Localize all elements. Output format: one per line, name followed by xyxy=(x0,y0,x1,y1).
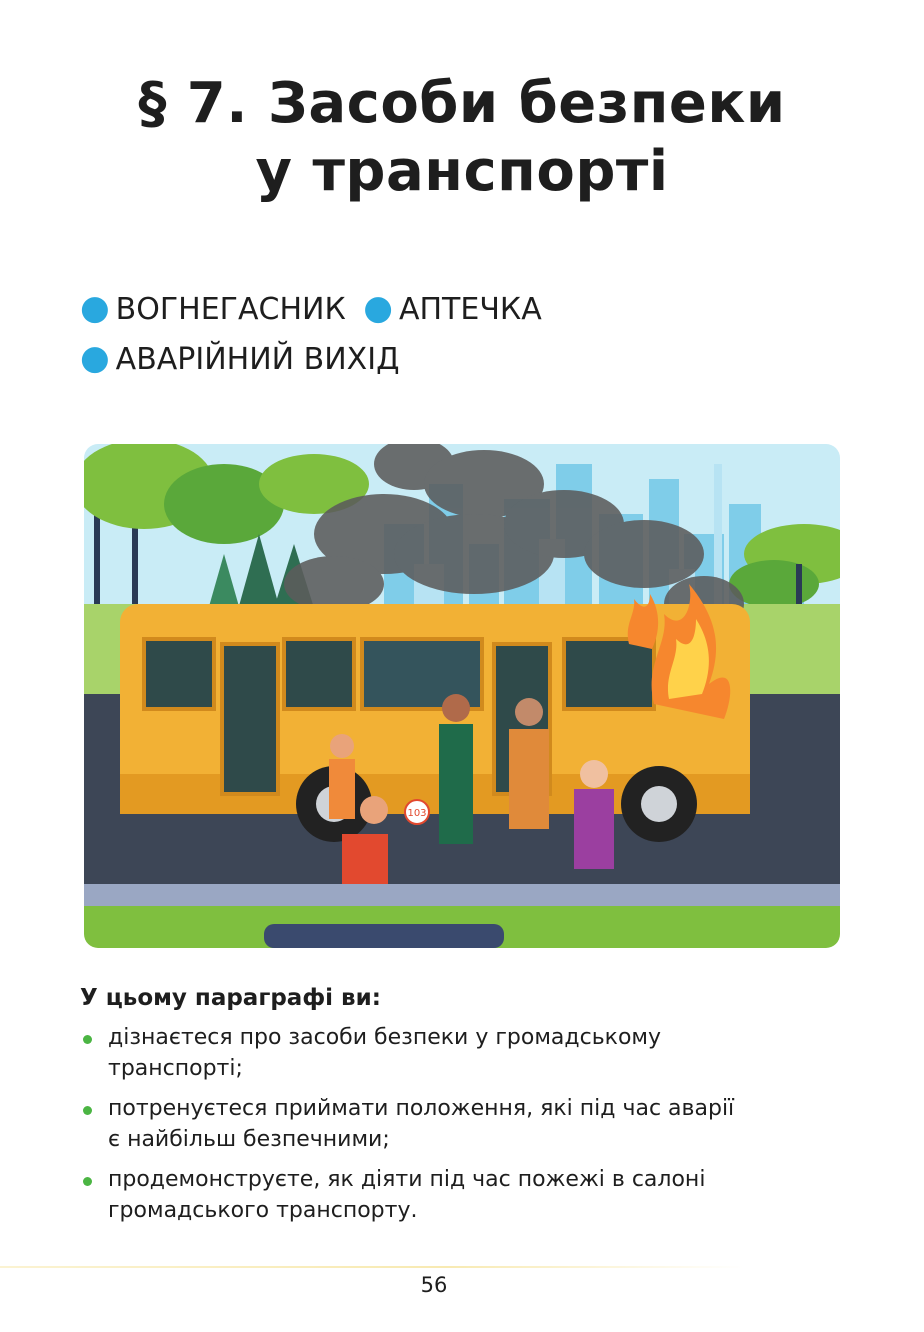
goal-item-line-2: громадського транспорту. xyxy=(108,1198,418,1223)
goal-item xyxy=(80,1022,800,1084)
goal-bullet-icon xyxy=(83,1177,92,1186)
keywords-block xyxy=(80,284,550,384)
goal-bullet-icon xyxy=(83,1106,92,1115)
goal-bullet-icon xyxy=(83,1035,92,1044)
curb xyxy=(84,884,840,906)
keywords-line-1 xyxy=(80,284,550,334)
goal-item xyxy=(80,1164,800,1226)
keywords-line-2 xyxy=(80,334,550,384)
page-number: 56 xyxy=(420,1273,448,1297)
footer-divider xyxy=(0,1266,744,1268)
bus-number-label: 103 xyxy=(407,808,427,819)
title-line-1: § 7. Засоби безпеки xyxy=(138,71,786,136)
keyword-first-aid-kit: АПТЕЧКА xyxy=(398,292,542,327)
title-line-2: у транспорті xyxy=(255,139,669,204)
goal-item-line-1: потренуєтеся приймати положення, які під час аварії xyxy=(108,1096,735,1121)
goal-item-line-2: транспорті; xyxy=(108,1056,243,1081)
page-title xyxy=(0,70,924,206)
goals-heading: У цьому параграфі ви: xyxy=(80,985,381,1011)
goal-item xyxy=(80,1093,800,1155)
goal-item-line-1: продемонструєте, як діяти під час пожежі в салоні xyxy=(108,1167,706,1192)
goals-list xyxy=(80,1022,800,1235)
bus-fire-illustration xyxy=(84,444,840,948)
keyword-bullet-icon: ● xyxy=(363,288,393,328)
keyword-bullet-icon: ● xyxy=(80,338,110,378)
goal-item-line-2: є найбільш безпечними; xyxy=(108,1127,390,1152)
keyword-fire-extinguisher: ВОГНЕГАСНИК xyxy=(115,292,346,327)
bus-number-sign xyxy=(405,800,429,824)
goal-item-line-1: дізнаєтеся про засоби безпеки у громадському xyxy=(108,1025,662,1050)
bus-fire-scene xyxy=(84,444,840,948)
keyword-bullet-icon: ● xyxy=(80,288,110,328)
keyword-emergency-exit: АВАРІЙНИЙ ВИХІД xyxy=(115,342,400,377)
